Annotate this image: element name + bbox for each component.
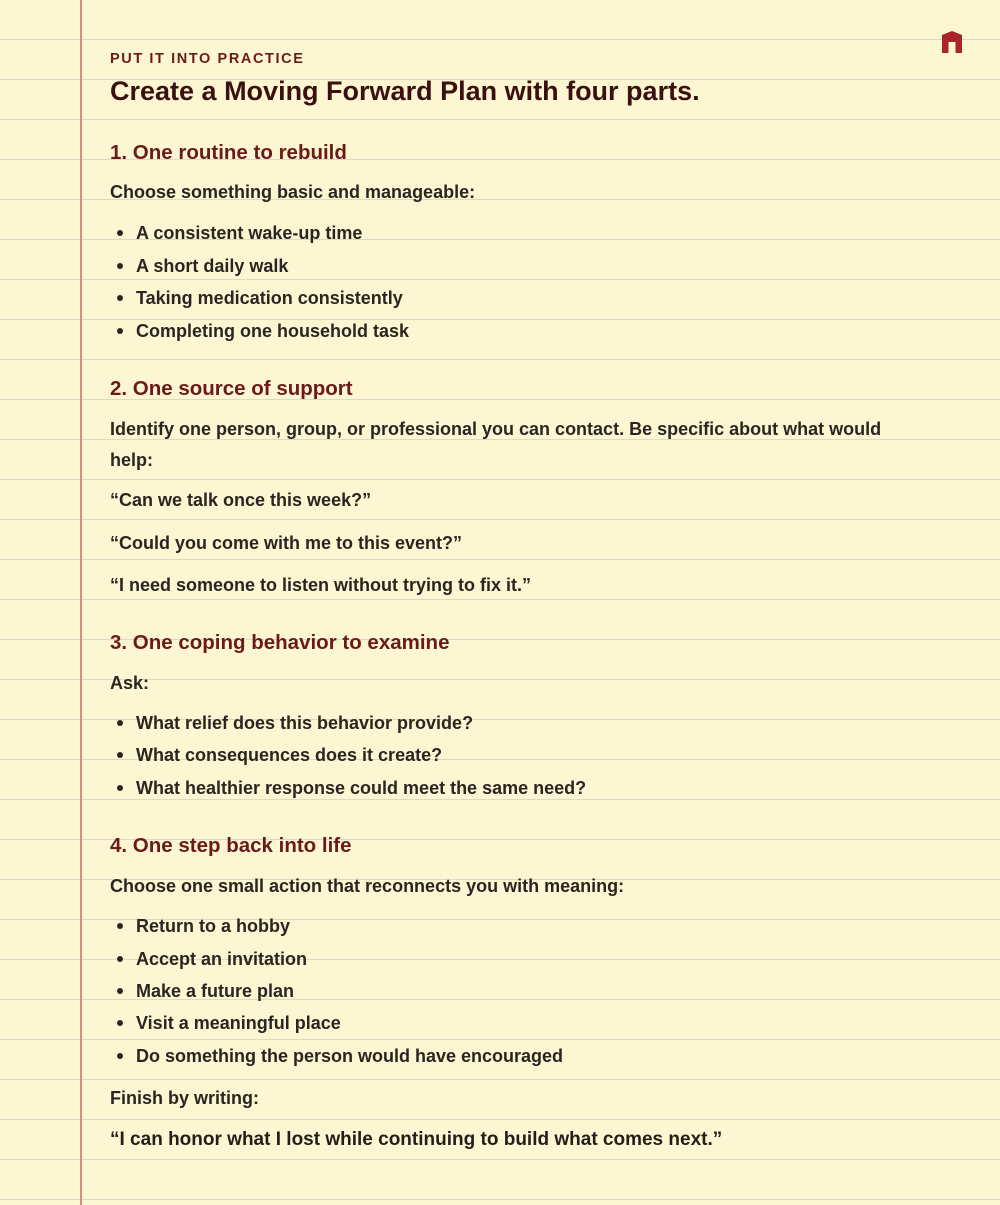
- list-item: Make a future plan: [136, 981, 295, 1001]
- list-item: What relief does this behavior provide?: [136, 713, 474, 733]
- list-item: What healthier response could meet the same need?: [136, 778, 587, 798]
- bullet-icon: [117, 1020, 123, 1026]
- eyebrow-label: PUT IT INTO PRACTICE: [110, 51, 305, 67]
- section-intro-line-2: help:: [110, 450, 153, 470]
- bullet-icon: [117, 1053, 123, 1059]
- bullet-icon: [117, 752, 123, 758]
- support-quote: “I need someone to listen without trying to fix it.”: [110, 575, 532, 595]
- bullet-icon: [117, 720, 123, 726]
- shield-logo-icon: [942, 31, 962, 53]
- page-title: Create a Moving Forward Plan with four parts.: [110, 76, 700, 106]
- list-item: Return to a hobby: [136, 916, 290, 936]
- bullet-icon: [117, 230, 123, 236]
- list-item: Do something the person would have encouraged: [136, 1046, 564, 1066]
- section-intro: Ask:: [110, 673, 150, 693]
- bullet-icon: [117, 263, 123, 269]
- section-heading-coping: 3. One coping behavior to examine: [110, 631, 450, 654]
- list-item: Visit a meaningful place: [136, 1013, 341, 1033]
- bullet-icon: [117, 988, 123, 994]
- section-heading-support: 2. One source of support: [110, 377, 353, 400]
- list-item: Taking medication consistently: [136, 288, 403, 308]
- list-item: Completing one household task: [136, 321, 410, 341]
- notebook-margin-line: [80, 0, 82, 1205]
- bullet-icon: [117, 923, 123, 929]
- closing-quote: “I can honor what I lost while continuing to build what comes next.”: [110, 1129, 723, 1150]
- section-intro-line-1: Identify one person, group, or professional you can contact. Be specific about what would: [110, 419, 882, 439]
- list-item: What consequences does it create?: [136, 745, 443, 765]
- bullet-icon: [117, 295, 123, 301]
- list-item: A short daily walk: [136, 256, 289, 276]
- support-quote: “Can we talk once this week?”: [110, 490, 372, 510]
- finish-label: Finish by writing:: [110, 1088, 259, 1108]
- section-intro: Choose something basic and manageable:: [110, 182, 476, 202]
- support-quote: “Could you come with me to this event?”: [110, 533, 463, 553]
- list-item: A consistent wake-up time: [136, 223, 363, 243]
- section-heading-step-back: 4. One step back into life: [110, 834, 352, 857]
- bullet-icon: [117, 785, 123, 791]
- section-intro: Choose one small action that reconnects you with meaning:: [110, 876, 625, 896]
- section-heading-routine: 1. One routine to rebuild: [110, 141, 347, 164]
- bullet-icon: [117, 328, 123, 334]
- bullet-icon: [117, 956, 123, 962]
- list-item: Accept an invitation: [136, 949, 308, 969]
